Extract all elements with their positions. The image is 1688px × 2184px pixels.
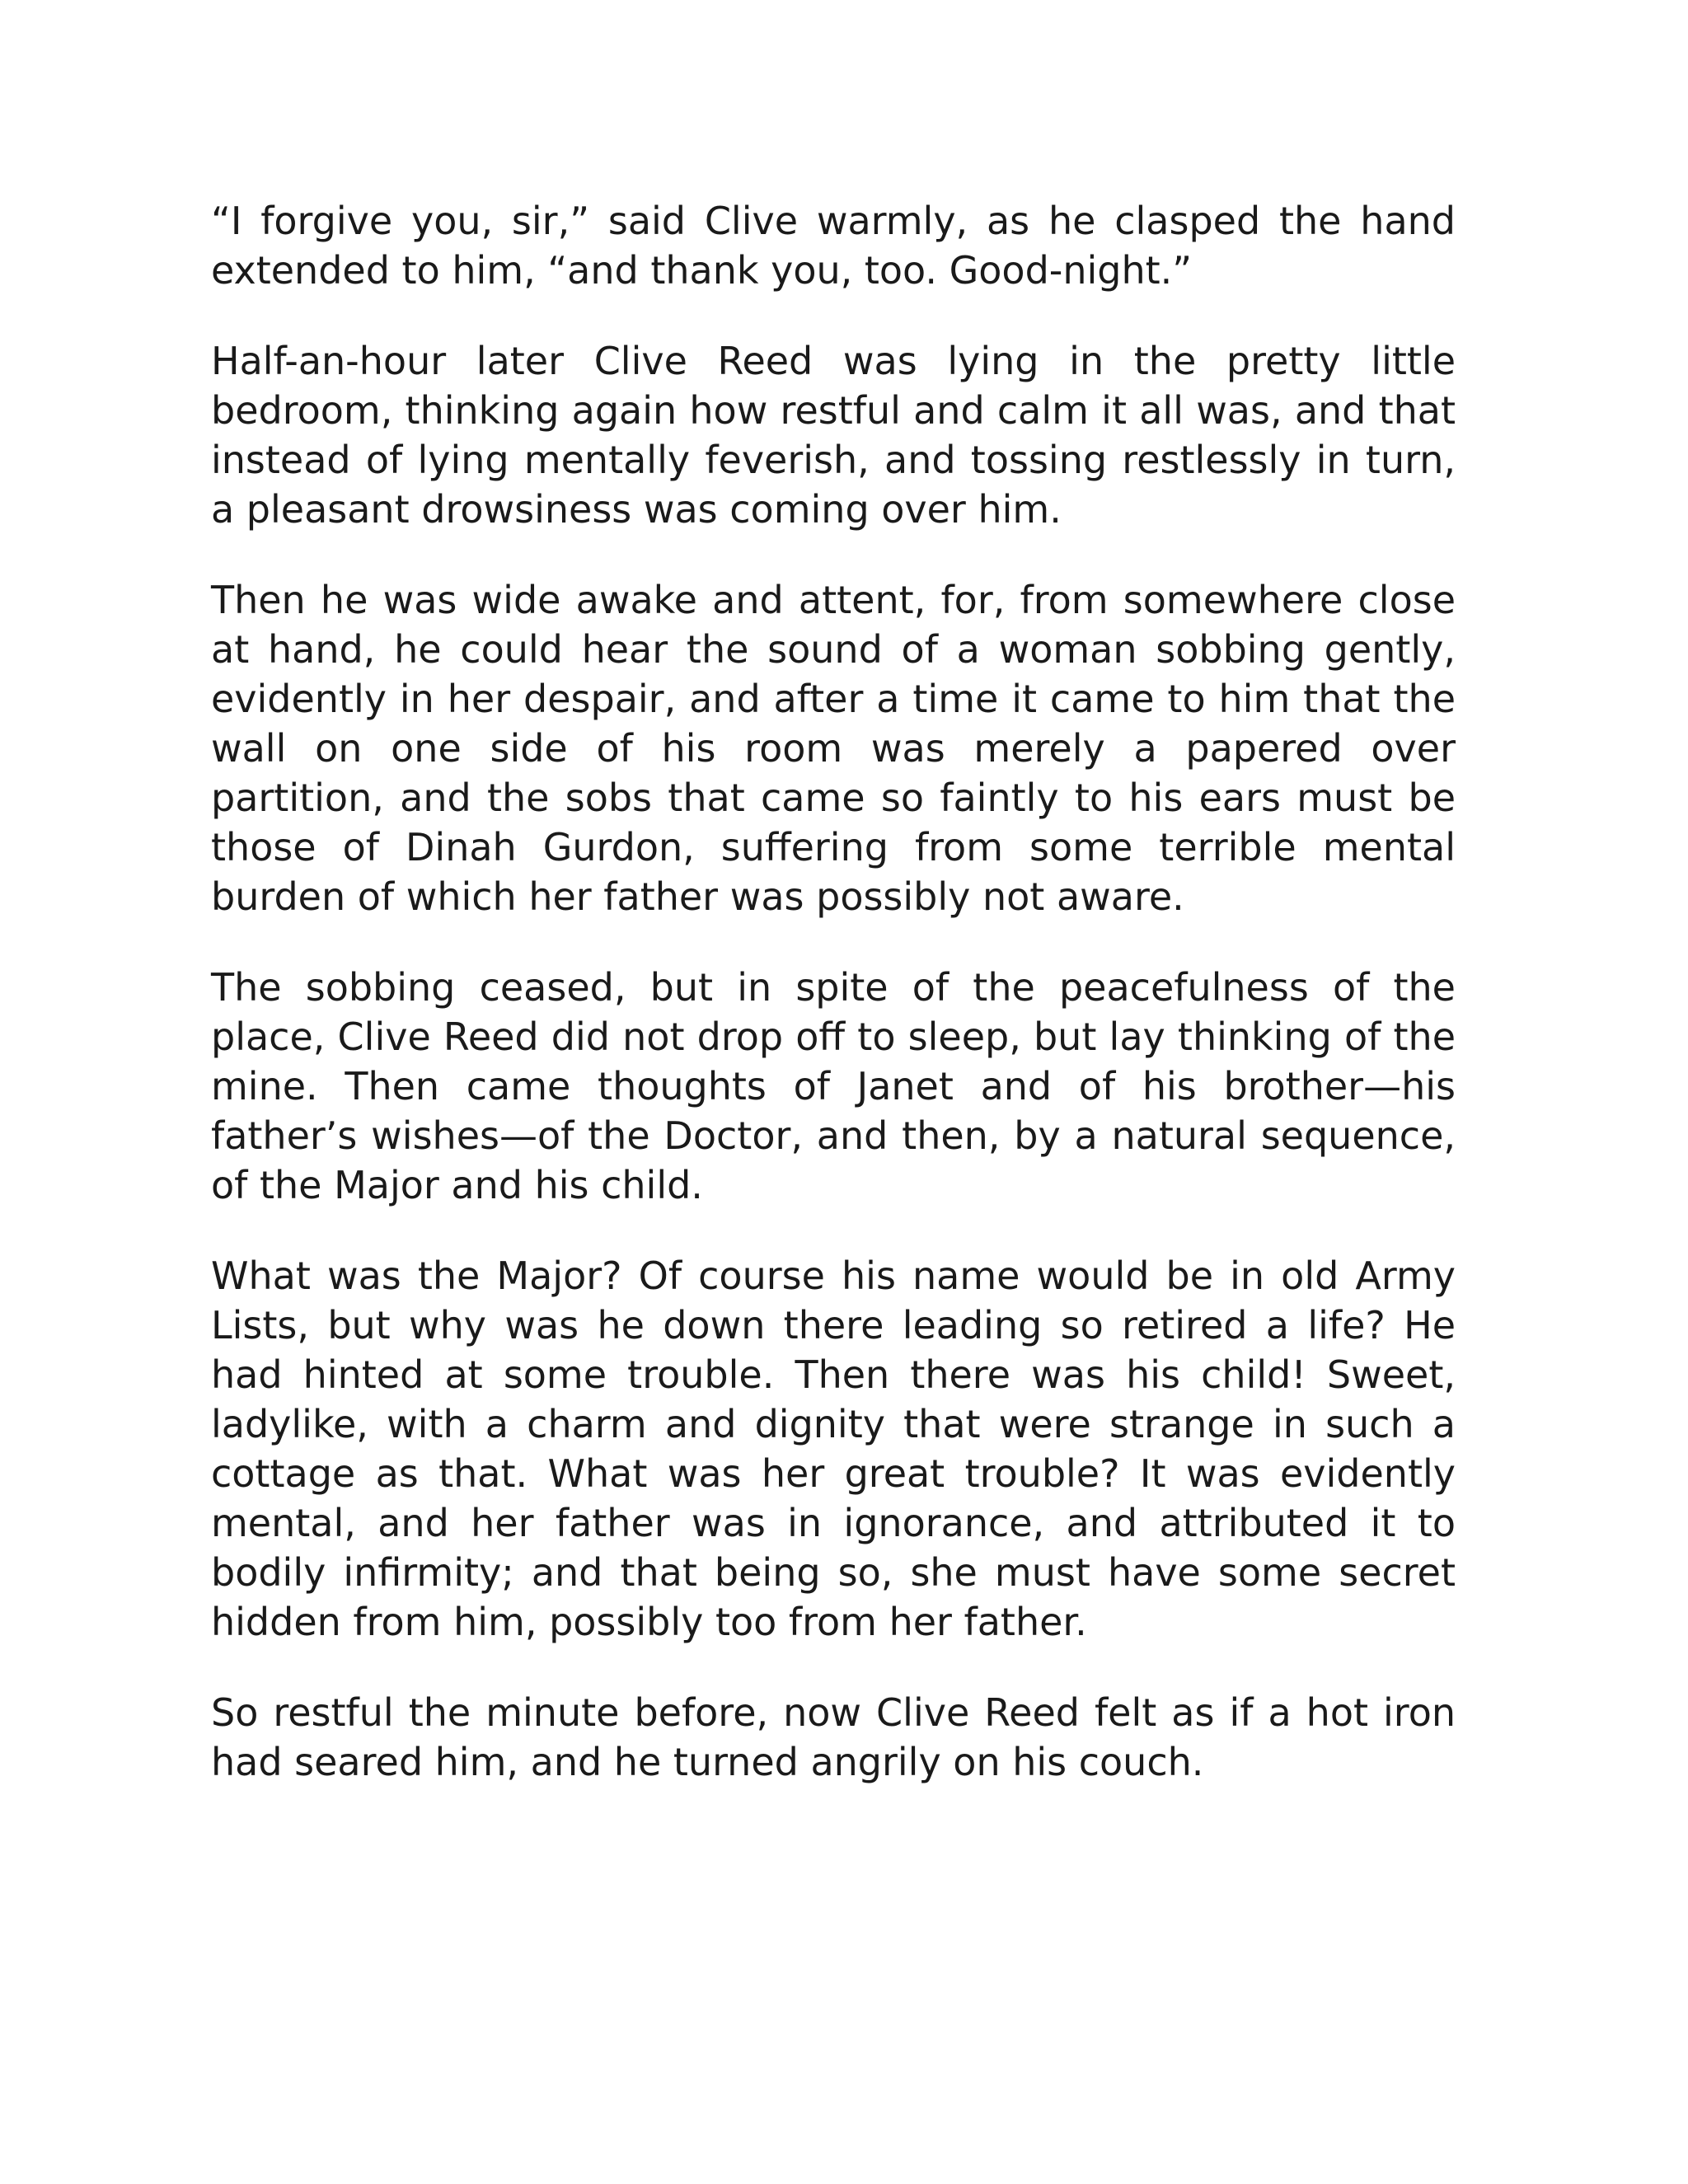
paragraph-6: So restful the minute before, now Clive Reed felt as if a hot iron had seared him, and he turned angrily on his couch. xyxy=(211,1690,1456,1784)
paragraph-1: “I forgive you, sir,” said Clive warmly, as he clasped the hand extended to him, “and thank you, too. Good-night.” xyxy=(211,199,1456,293)
paragraph-3: Then he was wide awake and attent, for, from somewhere close at hand, he could hear the sound of a woman sobbing gently, evidently in her despair, and after a time it came to him that the wall on one side of his room was merely a papered over partition, and the sobs that came so faintly to his ears must be those of Dinah Gurdon, suffering from some terrible mental burden of which her father was possibly not aware. xyxy=(211,578,1456,919)
paragraph-5: What was the Major? Of course his name would be in old Army Lists, but why was he down there leading so retired a life? He had hinted at some trouble. Then there was his child! Sweet, ladylike, with a charm and dignity that were strange in such a cottage as that. What was her great trouble? It was evidently mental, and her father was in ignorance, and attributed it to bodily infirmity; and that being so, she must have some secret hidden from him, possibly too from her father. xyxy=(211,1254,1456,1644)
document-page xyxy=(211,196,1456,1787)
paragraph-2: Half-an-hour later Clive Reed was lying in the pretty little bedroom, thinking again how restful and calm it all was, and that instead of lying mentally feverish, and tossing restlessly in turn, a pleasant drowsiness was coming over him. xyxy=(211,339,1456,532)
paragraph-4: The sobbing ceased, but in spite of the peacefulness of the place, Clive Reed did not drop off to sleep, but lay thinking of the mine. Then came thoughts of Janet and of his brother—his father’s wishes—of the Doctor, and then, by a natural sequence, of the Major and his child. xyxy=(211,965,1456,1207)
